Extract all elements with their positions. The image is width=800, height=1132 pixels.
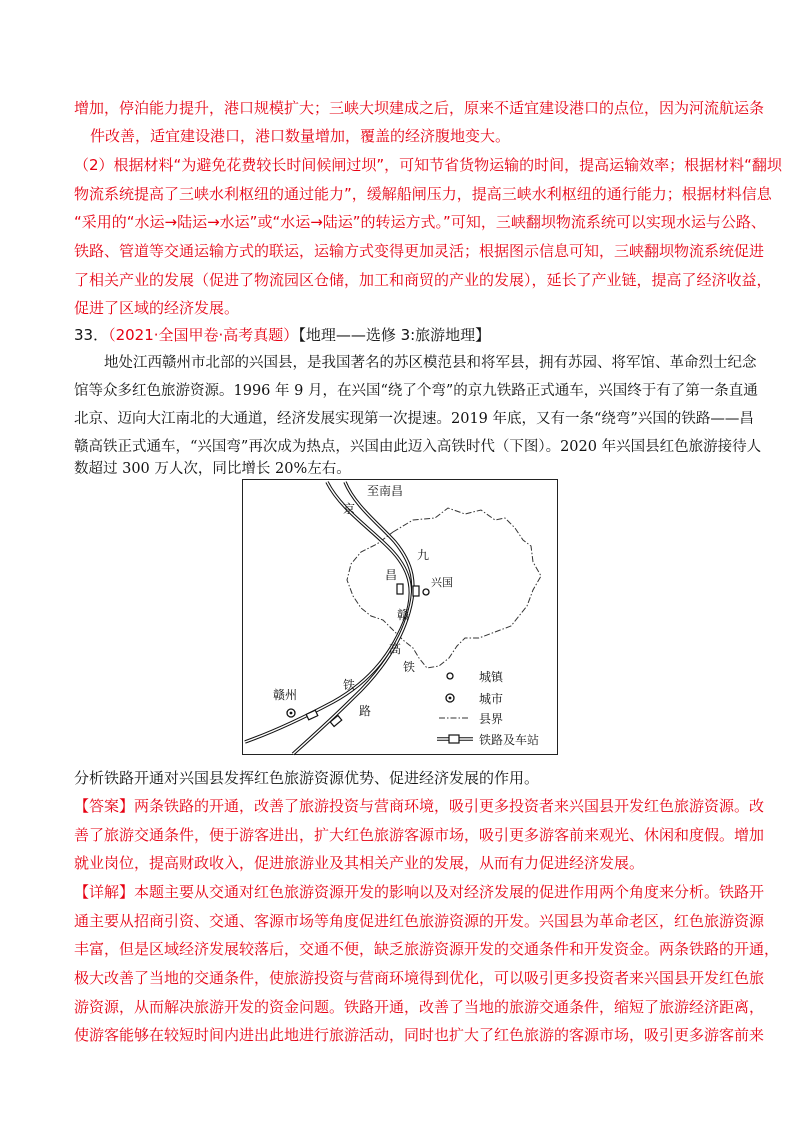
text-line: 物流系统提高了三峡水利枢纽的通过能力”，缓解船闸压力，提高三峡水利枢纽的通行能力；根据材料信息 — [74, 185, 772, 203]
legend-town-label: 城镇 — [479, 670, 504, 684]
answer-line — [74, 796, 764, 816]
passage-line: 赣高铁正式通车，“兴国弯”再次成为热点，兴国由此迈入高铁时代（下图）。2020 年兴国县红色旅游接待人 — [74, 439, 762, 455]
passage-line: 北京、迈向大江南北的大通道，经济发展实现第一次提速。2019 年底，又有一条“绕弯”兴国的铁路——昌 — [74, 411, 754, 427]
label-jiu: 九 — [417, 548, 430, 562]
station-xingguo-1 — [397, 584, 403, 594]
label-lu: 路 — [359, 704, 372, 718]
question-topic: 【地理——选修 3:旅游地理】 — [298, 326, 491, 344]
analysis-line: 游资源，从而解决旅游开发的资金问题。铁路开通，改善了当地的旅游交通条件，缩短了旅游经济距离， — [74, 998, 765, 1016]
passage-line: 数超过 300 万人次，同比增长 20%左右。 — [74, 461, 351, 477]
label-to-nanchang: 至南昌 — [367, 484, 404, 498]
label-ganzhou: 赣州 — [273, 688, 298, 702]
railway-jingjiu — [245, 482, 410, 742]
legend-railway-label: 铁路及车站 — [479, 733, 540, 747]
text-line: 了相关产业的发展（促进了物流园区仓储，加工和商贸的产业的发展），延长了产业链，提高了经济收益， — [74, 271, 772, 289]
answer-line: 就业岗位，提高财政收入，促进旅游业及其相关产业的发展，从而有力促进经济发展。 — [74, 854, 645, 872]
analysis-tag: 【详解】 — [74, 883, 135, 901]
text-line: （2）根据材料“为避免花费较长时间候闸过坝”，可知节省货物运输的时间，提高运输效率；根据材料“翻坝 — [74, 156, 782, 174]
analysis-text: 本题主要从交通对红色旅游资源开发的影响以及对经济发展的促进作用两个角度来分析。铁路开 — [134, 883, 765, 901]
answer-tag: 【答案】 — [74, 797, 135, 815]
analysis-line: 通主要从招商引资、交通、客源市场等角度促进红色旅游资源的开发。兴国县为革命老区，红色旅游资源 — [74, 912, 765, 930]
label-gan: 赣 — [397, 608, 410, 622]
question-source: （2021·全国甲卷·高考真题） — [108, 326, 299, 344]
question-number: 33． — [74, 326, 109, 344]
text-line: 件改善，适宜建设港口，港口数量增加，覆盖的经济腹地变大。 — [90, 127, 511, 145]
text-line: 增加，停泊能力提升，港口规模扩大；三峡大坝建成之后，原来不适宜建设港口的点位，因为河流航运条 — [74, 99, 765, 117]
xingguo-town-marker — [423, 589, 429, 595]
text-line: 铁路、管道等交通运输方式的联运，运输方式变得更加灵活；根据图示信息可知，三峡翻坝物流系统促进 — [74, 242, 765, 260]
label-jing: 京 — [343, 502, 356, 516]
label-tie-2: 铁 — [343, 678, 356, 692]
question-prompt: 分析铁路开通对兴国县发挥红色旅游资源优势、促进经济发展的作用。 — [74, 769, 540, 787]
text-line: 促进了区域的经济发展。 — [74, 299, 240, 317]
passage-line: 馆等众多红色旅游资源。1996 年 9 月，在兴国“绕了个弯”的京九铁路正式通车，兴国终于有了第一条直通 — [74, 383, 758, 399]
analysis-line: 极大改善了当地的交通条件，使旅游投资与营商环境得到优化，可以吸引更多投资者来兴国县开发红色旅 — [74, 969, 765, 987]
text-line: “采用的“水运→陆运→水运”或“水运→陆运”的转运方式。”可知，三峡翻坝物流系统可以实现水运与公路、 — [74, 213, 766, 231]
analysis-line — [74, 882, 764, 902]
railway-map — [242, 479, 558, 755]
station-ganzhou-1 — [306, 710, 318, 720]
question-header — [74, 325, 490, 345]
analysis-line: 丰富，但是区域经济发展较落后，交通不便，缺乏旅游资源开发的交通条件和开发资金。两条铁路的开通， — [74, 940, 780, 958]
passage-line: 地处江西赣州市北部的兴国县，是我国著名的苏区模范县和将军县，拥有苏园、将军馆、革命烈士纪念 — [104, 355, 757, 371]
answer-text: 两条铁路的开通，改善了旅游投资与营商环境，吸引更多投资者来兴国县开发红色旅游资源。改 — [134, 797, 765, 815]
station-xingguo-2 — [413, 586, 419, 596]
label-chang: 昌 — [385, 568, 398, 582]
label-xingguo: 兴国 — [431, 576, 453, 589]
analysis-line: 使游客能够在较短时间内进出此地进行旅游活动，同时也扩大了红色旅游的客源市场，吸引更多游客前来 — [74, 1026, 765, 1044]
label-gao: 高 — [389, 642, 402, 656]
legend-town-symbol — [447, 673, 453, 679]
label-tie-1: 铁 — [403, 660, 416, 674]
legend-city-label: 城市 — [479, 692, 504, 706]
legend-boundary-label: 县界 — [479, 712, 504, 726]
answer-line: 善了旅游交通条件，便于游客进出，扩大红色旅游客源市场，吸引更多游客前来观光、休闲和度假。增加 — [74, 826, 765, 844]
